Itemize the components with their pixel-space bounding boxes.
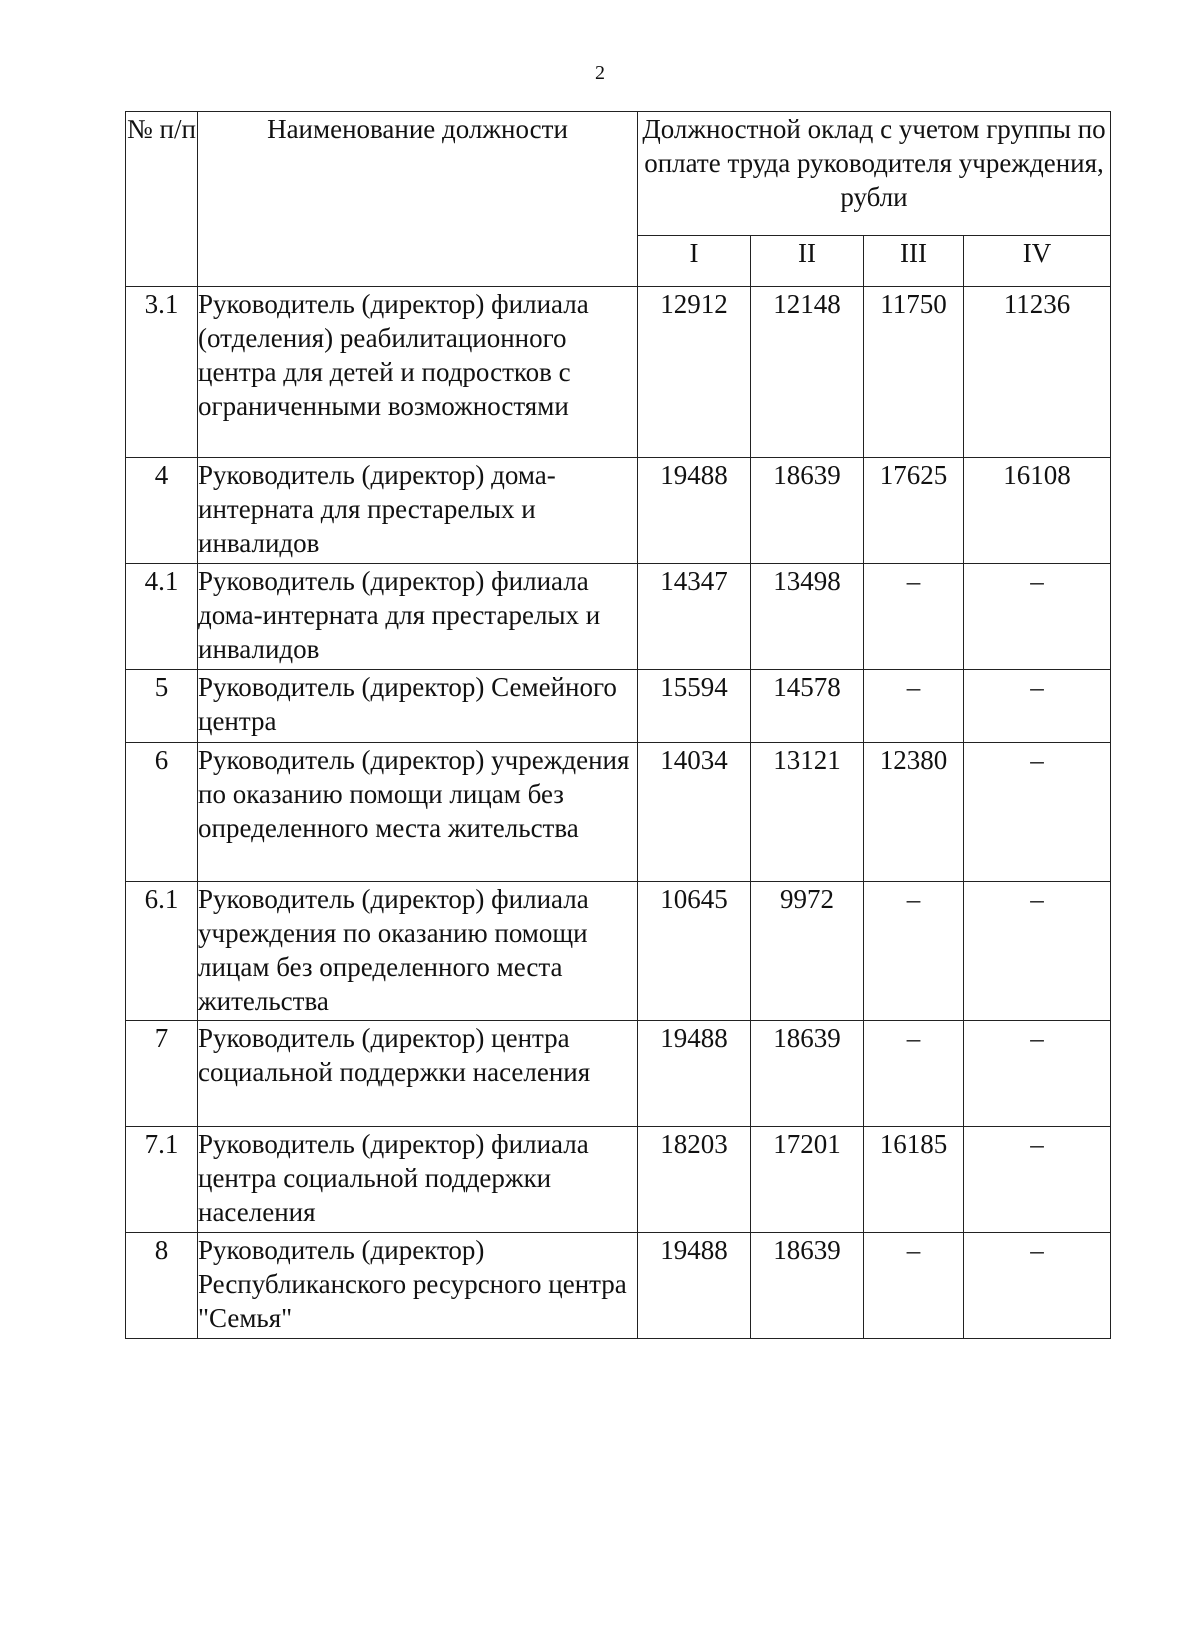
salary-group-1: 18203	[638, 1127, 751, 1233]
salary-group-2: 17201	[751, 1127, 864, 1233]
salary-group-2: 13498	[751, 564, 864, 670]
table-row	[126, 882, 1111, 1021]
salary-group-3: –	[864, 564, 964, 670]
position-name: Руководитель (директор) филиала (отделения) реабилитационного центра для детей и подростков с ограниченными возможностями	[198, 287, 638, 458]
salary-group-2: 18639	[751, 1021, 864, 1127]
salary-group-1: 10645	[638, 882, 751, 1021]
salary-group-2: 13121	[751, 743, 864, 882]
salary-group-3: –	[864, 1233, 964, 1339]
salary-group-2: 9972	[751, 882, 864, 1021]
header-position-name: Наименование должности	[198, 112, 638, 287]
salary-group-4: –	[964, 564, 1111, 670]
position-name: Руководитель (директор) Республиканского ресурсного центра "Семья"	[198, 1233, 638, 1339]
salary-group-2: 18639	[751, 458, 864, 564]
salary-group-4: –	[964, 1127, 1111, 1233]
salary-group-3: –	[864, 1021, 964, 1127]
row-number: 8	[126, 1233, 198, 1339]
table-row	[126, 1233, 1111, 1339]
table-row	[126, 1021, 1111, 1127]
salary-group-4: 11236	[964, 287, 1111, 458]
position-name: Руководитель (директор) учреждения по оказанию помощи лицам без определенного места жительства	[198, 743, 638, 882]
salary-group-1: 14347	[638, 564, 751, 670]
position-name: Руководитель (директор) центра социальной поддержки населения	[198, 1021, 638, 1127]
position-name: Руководитель (директор) филиала учреждения по оказанию помощи лицам без определенного места жительства	[198, 882, 638, 1021]
header-salary-group: Должностной оклад с учетом группы по оплате труда руководителя учреждения, рубли	[638, 112, 1111, 236]
salary-group-2: 12148	[751, 287, 864, 458]
salary-group-2: 18639	[751, 1233, 864, 1339]
salary-group-4: –	[964, 1233, 1111, 1339]
position-name: Руководитель (директор) филиала дома-интерната для престарелых и инвалидов	[198, 564, 638, 670]
row-number: 3.1	[126, 287, 198, 458]
salary-group-4: –	[964, 882, 1111, 1021]
salary-group-1: 12912	[638, 287, 751, 458]
row-number: 6	[126, 743, 198, 882]
salary-group-4: –	[964, 670, 1111, 743]
table-row	[126, 670, 1111, 743]
salary-group-1: 19488	[638, 458, 751, 564]
page-number: 2	[595, 62, 605, 84]
row-number: 5	[126, 670, 198, 743]
table-row	[126, 743, 1111, 882]
salary-group-3: 11750	[864, 287, 964, 458]
row-number: 7	[126, 1021, 198, 1127]
salary-group-1: 19488	[638, 1021, 751, 1127]
header-group-2: II	[751, 235, 864, 286]
header-group-1: I	[638, 235, 751, 286]
salary-group-2: 14578	[751, 670, 864, 743]
salary-group-4: 16108	[964, 458, 1111, 564]
salary-table	[125, 111, 1111, 1339]
position-name: Руководитель (директор) дома-интерната для престарелых и инвалидов	[198, 458, 638, 564]
table-row	[126, 564, 1111, 670]
salary-group-1: 14034	[638, 743, 751, 882]
salary-group-3: –	[864, 882, 964, 1021]
table-row	[126, 287, 1111, 458]
position-name: Руководитель (директор) Семейного центра	[198, 670, 638, 743]
salary-group-3: –	[864, 670, 964, 743]
row-number: 6.1	[126, 882, 198, 1021]
salary-group-1: 19488	[638, 1233, 751, 1339]
salary-group-3: 12380	[864, 743, 964, 882]
salary-group-4: –	[964, 743, 1111, 882]
salary-group-1: 15594	[638, 670, 751, 743]
header-number: № п/п	[126, 112, 198, 287]
salary-group-4: –	[964, 1021, 1111, 1127]
salary-group-3: 17625	[864, 458, 964, 564]
row-number: 4.1	[126, 564, 198, 670]
table-row	[126, 458, 1111, 564]
table-row	[126, 1127, 1111, 1233]
header-group-4: IV	[964, 235, 1111, 286]
header-group-3: III	[864, 235, 964, 286]
row-number: 4	[126, 458, 198, 564]
row-number: 7.1	[126, 1127, 198, 1233]
salary-group-3: 16185	[864, 1127, 964, 1233]
position-name: Руководитель (директор) филиала центра социальной поддержки населения	[198, 1127, 638, 1233]
